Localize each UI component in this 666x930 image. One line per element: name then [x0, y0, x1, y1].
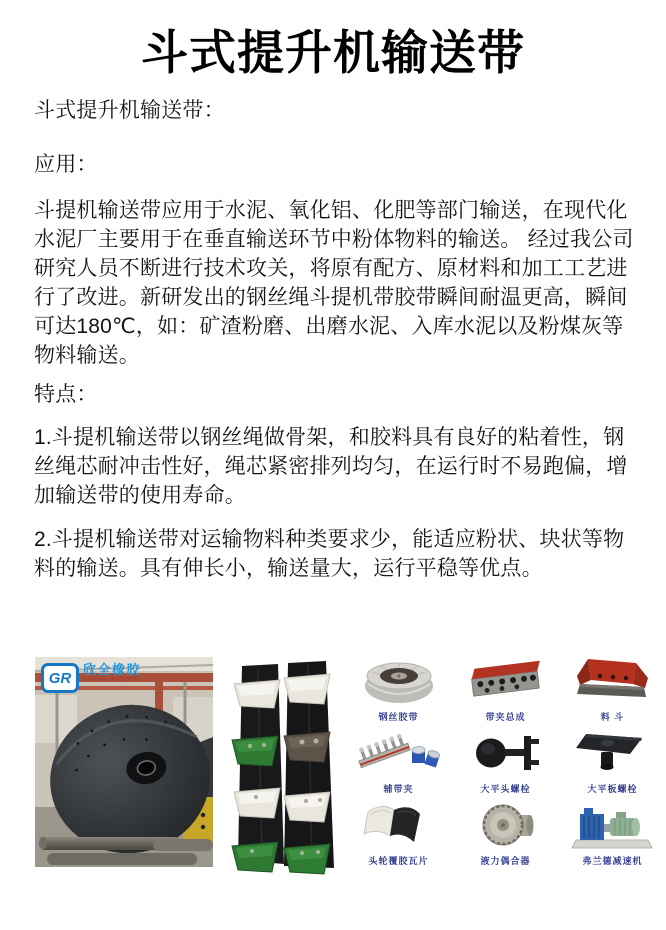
aux-belt-clamp-icon: [356, 728, 442, 780]
logo-monogram: GR: [48, 669, 72, 687]
product-cell-hopper: [559, 656, 666, 728]
bucket-panel-illustration: [228, 658, 338, 878]
brand-logo: [41, 663, 141, 693]
page-title: 斗式提升机输送带: [141, 26, 525, 79]
product-label: 带夹总成: [485, 712, 526, 722]
product-grid: [345, 656, 666, 872]
logo-english-name: GRAND RUBBER: [83, 677, 140, 683]
product-cell-flat-plate-bolt: [559, 728, 666, 800]
fluid-coupling-icon: [463, 800, 549, 852]
product-label: 钢丝胶带: [378, 712, 419, 722]
product-cell-fluid-coupling: [452, 800, 559, 872]
application-heading: 应用：: [34, 153, 98, 176]
head-wheel-rubber-tile-icon: [356, 800, 442, 852]
product-cell-steel-wire-belt: [345, 656, 452, 728]
application-paragraph: 斗提机输送带应用于水泥、氧化铝、化肥等部门输送，在现代化水泥厂主要用于在垂直输送环节中粉体物料的输送。 经过我公司研究人员不断进行技术攻关，将原有配方、原材料和加工工艺进行了改进。新研发出的钢丝绳斗提机带胶带瞬间耐温更高，瞬间可达180℃，如：矿渣粉磨、出磨水泥、入库水泥以及粉煤灰等物料输送。: [34, 199, 634, 367]
flender-reducer-icon: [570, 800, 656, 852]
logo-gr-icon: [41, 663, 79, 693]
product-cell-belt-clamp-assembly: [452, 656, 559, 728]
product-cell-flat-head-bolt: [452, 728, 559, 800]
intro-line: 斗式提升机输送带：: [34, 99, 225, 122]
hopper-icon: [570, 656, 656, 708]
flat-plate-bolt-icon: [570, 728, 656, 780]
feature-item-2: 2.斗提机输送带对运输物料种类要求少，能适应粉状、块状等物料的输送。具有伸长小，输送量大，运行平稳等优点。: [34, 528, 625, 580]
product-label: 辅带夹: [383, 784, 414, 794]
product-label: 料 斗: [600, 712, 625, 722]
bucket-display-photo: [228, 658, 338, 878]
product-label: 头轮覆胶瓦片: [368, 856, 429, 866]
flat-head-bolt-icon: [463, 728, 549, 780]
features-heading: 特点：: [34, 383, 98, 406]
photo-strip: [0, 655, 666, 870]
product-cell-aux-belt-clamp: [345, 728, 452, 800]
product-label: 液力偶合器: [480, 856, 531, 866]
logo-text: [83, 663, 141, 683]
feature-item-1: 1.斗提机输送带以钢丝绳做骨架，和胶料具有良好的粘着性，钢丝绳芯耐冲击性好，绳芯紧密排列均匀，在运行时不易跑偏，增加输送带的使用寿命。: [34, 426, 628, 507]
product-cell-head-wheel-rubber-tile: [345, 800, 452, 872]
belt-clamp-assembly-icon: [463, 656, 549, 708]
product-label: 大平头螺栓: [480, 784, 531, 794]
steel-wire-belt-icon: [356, 656, 442, 708]
product-label: 大平板螺栓: [587, 784, 638, 794]
product-cell-flender-reducer: [559, 800, 666, 872]
product-label: 弗兰德减速机: [582, 856, 643, 866]
logo-chinese-name: 欣全橡胶: [83, 662, 142, 677]
factory-belt-roll-photo: [35, 657, 213, 867]
